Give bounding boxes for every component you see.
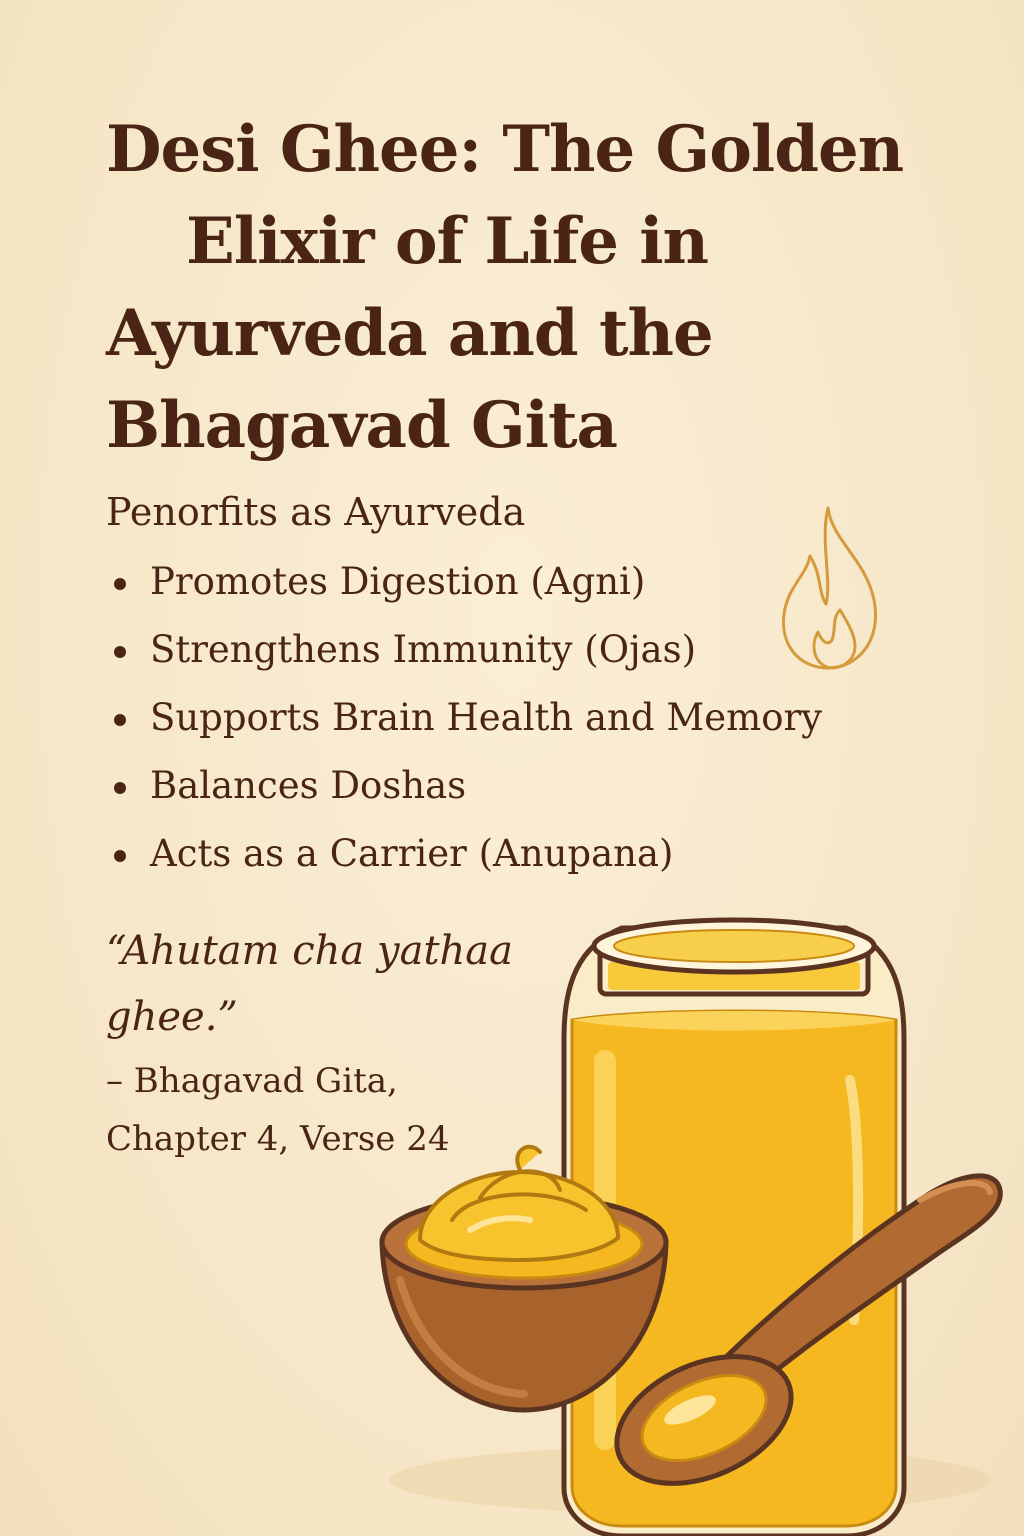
bullet-icon — [114, 782, 126, 794]
list-item — [106, 620, 822, 688]
benefit-text: Promotes Digestion (Agni) — [150, 560, 646, 603]
bullet-icon — [114, 714, 126, 726]
list-item — [106, 824, 822, 892]
page-title — [106, 104, 986, 472]
flame-icon — [770, 500, 890, 680]
benefit-text: Strengthens Immunity (Ojas) — [150, 628, 697, 671]
list-item — [106, 756, 822, 824]
attribution-line-1: – Bhagavad Gita, — [106, 1061, 398, 1101]
list-item — [106, 688, 822, 756]
benefits-heading: Penorfits as Ayurveda — [106, 490, 526, 534]
gita-quote: “Ahutam cha yathaa ghee.” — [106, 928, 513, 1040]
list-item — [106, 552, 822, 620]
ghee-illustration — [360, 900, 1024, 1536]
benefits-list — [106, 552, 822, 892]
title-line-3: Ayurveda and the — [106, 296, 713, 371]
bullet-icon — [114, 850, 126, 862]
benefit-text: Balances Doshas — [150, 764, 467, 807]
title-line-1: Desi Ghee: The Golden — [106, 112, 904, 187]
bullet-icon — [114, 646, 126, 658]
benefit-text: Acts as a Carrier (Anupana) — [150, 832, 674, 875]
bullet-icon — [114, 578, 126, 590]
title-line-4: Bhagavad Gita — [106, 388, 617, 463]
attribution-line-2: Chapter 4, Verse 24 — [106, 1119, 450, 1159]
benefit-text: Supports Brain Health and Memory — [150, 696, 823, 739]
title-line-2: Elixir of Life in — [186, 204, 709, 279]
